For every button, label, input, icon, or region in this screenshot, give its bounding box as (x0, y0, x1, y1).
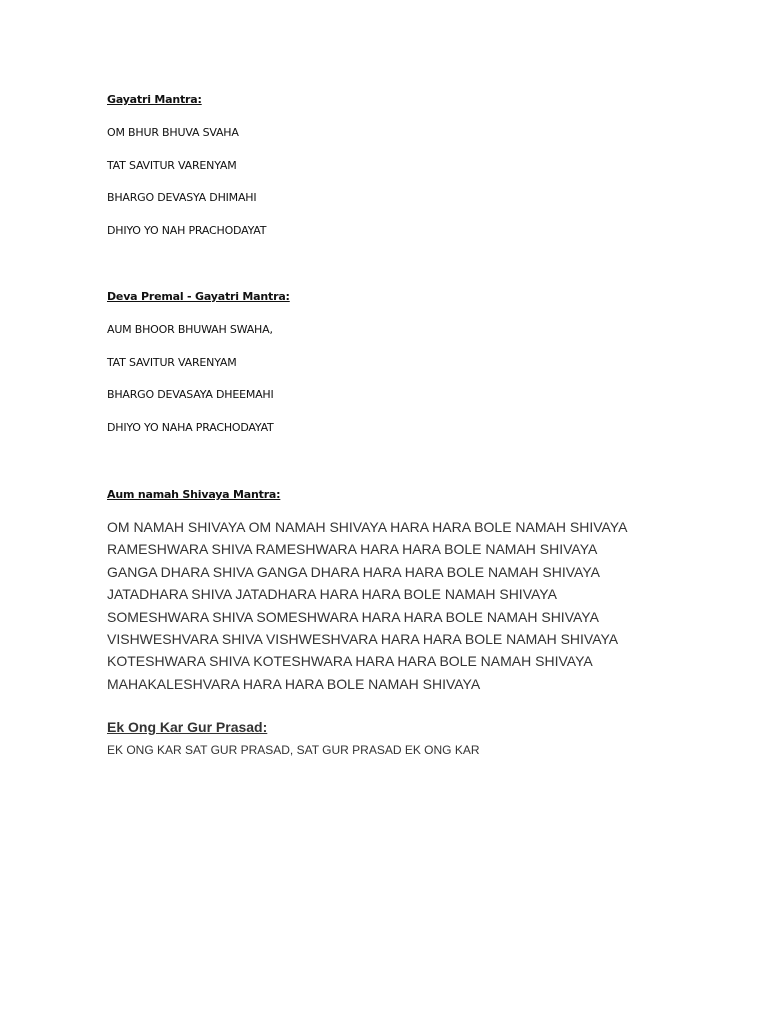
deva-premal-line-4: DHIYO YO NAHA PRACHODAYAT (107, 421, 274, 434)
shivaya-line-3: GANGA DHARA SHIVA GANGA DHARA HARA HARA BOLE NAMAH SHIVAYA (107, 563, 600, 580)
gayatri-heading: Gayatri Mantra: (107, 93, 202, 106)
gayatri-line-3: BHARGO DEVASYA DHIMAHI (107, 191, 257, 204)
gayatri-line-1: OM BHUR BHUVA SVAHA (107, 126, 239, 139)
shivaya-line-2: RAMESHWARA SHIVA RAMESHWARA HARA HARA BOLE NAMAH SHIVAYA (107, 541, 598, 558)
deva-premal-line-3: BHARGO DEVASAYA DHEEMAHI (107, 388, 274, 401)
shivaya-lyrics (107, 516, 707, 695)
shivaya-heading: Aum namah Shivaya Mantra: (107, 488, 281, 501)
deva-premal-line-2: TAT SAVITUR VARENYAM (107, 356, 237, 369)
shivaya-line-5: SOMESHWARA SHIVA SOMESHWARA HARA HARA BOLE NAMAH SHIVAYA (107, 608, 599, 625)
deva-premal-heading: Deva Premal - Gayatri Mantra: (107, 290, 290, 303)
deva-premal-line-1: AUM BHOOR BHUWAH SWAHA, (107, 323, 273, 336)
shivaya-line-4: JATADHARA SHIVA JATADHARA HARA HARA BOLE NAMAH SHIVAYA (107, 586, 557, 603)
ek-ong-kar-line: EK ONG KAR SAT GUR PRASAD, SAT GUR PRASAD EK ONG KAR (107, 743, 480, 757)
ek-ong-kar-heading: Ek Ong Kar Gur Prasad: (107, 719, 268, 735)
shivaya-line-8: MAHAKALESHVARA HARA HARA BOLE NAMAH SHIVAYA (107, 675, 481, 692)
gayatri-line-4: DHIYO YO NAH PRACHODAYAT (107, 224, 267, 237)
gayatri-line-2: TAT SAVITUR VARENYAM (107, 159, 237, 172)
shivaya-line-1: OM NAMAH SHIVAYA OM NAMAH SHIVAYA HARA HARA BOLE NAMAH SHIVAYA (107, 519, 628, 535)
shivaya-line-7: KOTESHWARA SHIVA KOTESHWARA HARA HARA BOLE NAMAH SHIVAYA (107, 653, 593, 670)
shivaya-line-6: VISHWESHVARA SHIVA VISHWESHVARA HARA HARA BOLE NAMAH SHIVAYA (107, 631, 619, 648)
